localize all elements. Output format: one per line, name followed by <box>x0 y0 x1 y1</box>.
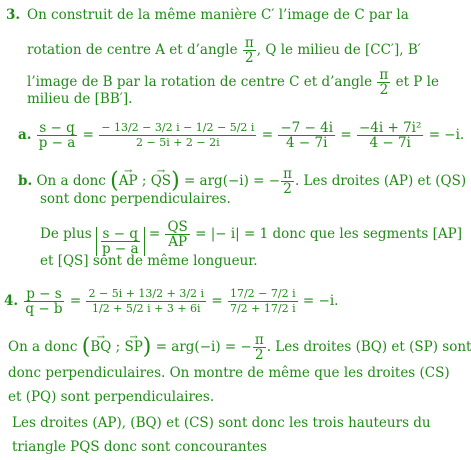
q3b-line3: De plus $\frac{s - q}{p - a}$ = $\frac{QS}{AP}$ = |− i| = 1 donc que les segments [AP] <box>40 219 463 257</box>
q4-line6: triangle PQS donc sont concourantes <box>12 439 267 455</box>
q4-equation: 4. $\frac{p - s}{q - b}$ = $\frac{2 - 5i + 13/2 + 3/2 i}{1/2 + 5/2 i + 3 + 6i}$ = $\frac{17/2 - 7/2 i}{7/2 + 17/2 i}$ = −i. <box>4 286 339 317</box>
q3-line2: rotation de centre A et d’angle $\frac{\pi}{2}$ , Q le milieu de [CC′], B′ <box>27 35 421 66</box>
q4-line5: Les droites (AP), (BQ) et (CS) sont donc les trois hauteurs du <box>12 415 431 431</box>
q3-line4: milieu de [BB′]. <box>27 91 133 107</box>
q4-line4: et (PQ) sont perpendiculaires. <box>8 389 215 405</box>
q3a-equation: a. $\frac{s - q}{p - a}$ = $\frac{- 13/2 - 3/2 i - 1/2 - 5/2 i}{2 - 5i + 2 - 2i}$ = $\frac{-7 - 4i}{4 - 7i}$ = $\frac{\text{−4i + 7i²}}{4 - 7i}$ = −i. <box>18 120 465 151</box>
q3-number: 3. <box>6 7 21 23</box>
pi-over-2: $\frac{\pi}{2}$ <box>379 67 389 98</box>
q3b-line4: et [QS] sont de même longueur. <box>40 253 258 269</box>
pi-over-2: $\frac{\pi}{2}$ <box>244 35 254 66</box>
q3-line3: l’image de B par la rotation de centre C et d’angle $\frac{\pi}{2}$ et P le <box>27 67 439 98</box>
q3-line1: On construit de la même manière C′ l’image de C par la <box>27 7 409 23</box>
q3b-line2: sont donc perpendiculaires. <box>40 191 231 207</box>
q3b-line1: b. On a donc (→ AP ; → QS) = arg(−i) = − $\frac{\pi}{2}$ . Les droites (AP) et (QS) <box>18 167 466 196</box>
q4-line2: On a donc (→ BQ ; → SP) = arg(−i) = − $\frac{\pi}{2}$ . Les droites (BQ) et (SP) sont <box>8 333 471 362</box>
q4-line3: donc perpendiculaires. On montre de même que les droites (CS) <box>8 365 450 381</box>
